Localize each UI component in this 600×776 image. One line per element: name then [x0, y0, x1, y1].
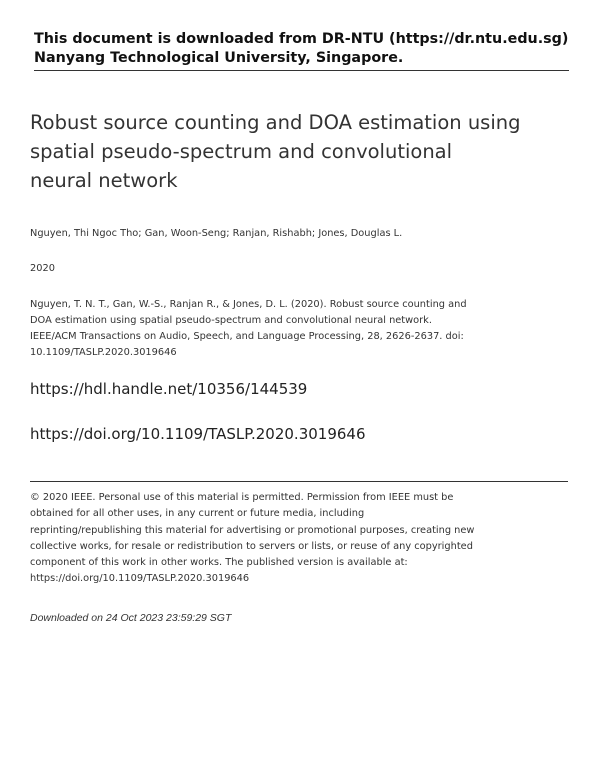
download-timestamp: Downloaded on 24 Oct 2023 23:59:29 SGT [30, 612, 232, 624]
citation-block [30, 297, 500, 361]
title-line-1: Robust source counting and DOA estimation using [30, 111, 521, 134]
repository-header [34, 30, 569, 71]
title-line-3: neural network [30, 169, 178, 192]
copyright-line-6: https://doi.org/10.1109/TASLP.2020.3019646 [30, 573, 250, 585]
copyright-line-2: obtained for all other uses, in any current or future media, including [30, 508, 365, 520]
title-line-2: spatial pseudo-spectrum and convolutional [30, 140, 453, 163]
copyright-line-5: component of this work in other works. The published version is available at: [30, 557, 408, 569]
handle-link[interactable]: https://hdl.handle.net/10356/144539 [30, 380, 308, 398]
publication-year: 2020 [30, 263, 55, 274]
citation-line-2: DOA estimation using spatial pseudo-spectrum and convolutional neural network. [30, 315, 432, 326]
copyright-line-3: reprinting/republishing this material for advertising or promotional purposes, creating new [30, 524, 475, 536]
copyright-line-4: collective works, for resale or redistribution to servers or lists, or reuse of any copyrighted [30, 540, 473, 552]
paper-title [30, 108, 550, 195]
header-source-line: This document is downloaded from DR-NTU (https://dr.ntu.edu.sg) [34, 31, 569, 47]
citation-line-1: Nguyen, T. N. T., Gan, W.-S., Ranjan R., & Jones, D. L. (2020). Robust source counting and [30, 299, 467, 310]
header-institution-line: Nanyang Technological University, Singapore. [34, 50, 404, 66]
copyright-notice [30, 490, 530, 588]
citation-line-4: 10.1109/TASLP.2020.3019646 [30, 347, 177, 358]
author-list: Nguyen, Thi Ngoc Tho; Gan, Woon-Seng; Ranjan, Rishabh; Jones, Douglas L. [30, 228, 403, 239]
citation-line-3: IEEE/ACM Transactions on Audio, Speech, and Language Processing, 28, 2626-2637. doi: [30, 331, 464, 342]
doi-link[interactable]: https://doi.org/10.1109/TASLP.2020.3019646 [30, 425, 366, 443]
section-divider [30, 481, 568, 482]
copyright-line-1: © 2020 IEEE. Personal use of this material is permitted. Permission from IEEE must be [30, 492, 454, 503]
